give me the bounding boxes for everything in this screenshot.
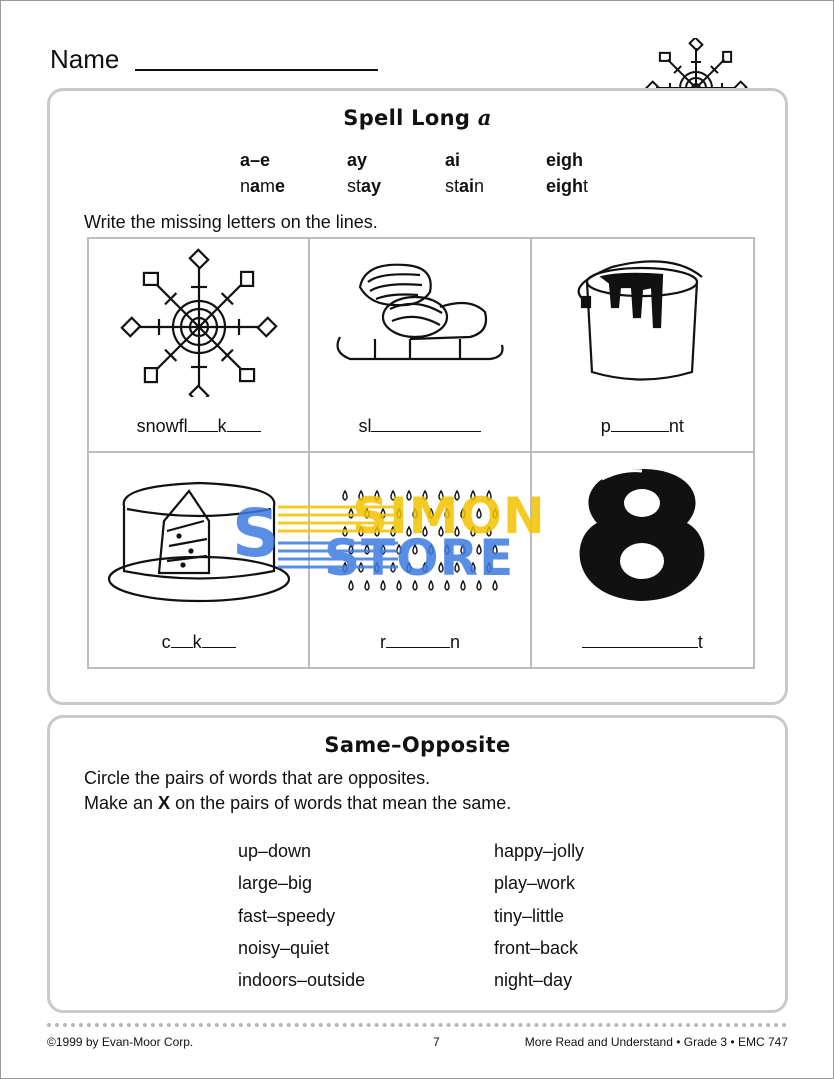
word-pair[interactable]: fast–speedy [238,905,336,926]
same-opposite-title: Same–Opposite [324,733,511,757]
same-instruction-x: X [158,793,171,813]
word-pair[interactable]: up–down [238,841,312,861]
word-pair[interactable]: happy–jolly [494,841,585,861]
spell-section-title [50,105,785,130]
word-letters: sl [358,416,372,436]
word-pair[interactable]: indoors–outside [238,970,366,991]
word-pair[interactable]: play–work [494,873,576,894]
pattern-label: a–e [240,150,271,170]
example-letters: m [260,176,276,196]
example-letters: t [583,176,589,196]
snowflake-icon [99,247,299,397]
word-pair[interactable]: large–big [238,873,313,894]
spell-title-text: Spell Long [343,106,471,130]
word-pair[interactable]: noisy–quiet [238,937,330,958]
letter-blank[interactable] [202,633,236,648]
sled-icon [320,247,520,397]
pattern-example [445,173,484,199]
same-opposite-panel [47,715,788,1013]
letter-blank[interactable] [171,633,193,648]
word-pair[interactable]: night–day [494,970,573,991]
word-pairs-right [494,835,584,996]
opposite-instruction: Circle the pairs of words that are opposites. [84,768,431,788]
pattern-label: ai [445,150,461,170]
word-letters: t [697,632,703,652]
cell-snowflake [89,239,310,453]
example-letters: n [240,176,251,196]
pattern-example [347,173,381,199]
word-letters: n [449,632,460,652]
watermark-line-1: SIMON [352,487,546,545]
spell-instruction: Write the missing letters on the lines. [84,212,378,232]
pattern-label: ay [347,150,368,170]
word-rain [310,632,529,653]
pattern-column [546,147,588,199]
letter-blank[interactable] [611,417,669,432]
footer-page-number: 7 [433,1035,440,1049]
same-instruction-start: Make an [84,793,159,813]
example-letters: n [474,176,485,196]
letter-blank[interactable] [188,417,218,432]
word-snowflake [89,416,308,437]
cell-sled [310,239,531,453]
word-letters: r [379,632,386,652]
word-paint [532,416,753,437]
word-pair[interactable]: tiny–little [494,905,565,926]
word-pair[interactable]: front–back [494,937,579,958]
word-letters: snowfl [136,416,188,436]
pattern-column [445,147,484,199]
pattern-label: eigh [546,150,584,170]
letter-blank[interactable] [386,633,450,648]
word-sled [310,416,529,437]
word-letters: c [161,632,171,652]
word-letters: nt [668,416,684,436]
example-letters: st [445,176,460,196]
word-letters: p [600,416,611,436]
footer-divider [47,1023,787,1027]
example-highlight: a [250,176,261,196]
same-instruction-end: on the pairs of words that mean the same. [170,793,512,813]
word-letters: k [217,416,227,436]
letter-blank[interactable] [227,417,261,432]
pattern-column [347,147,381,199]
footer-book-info: More Read and Understand • Grade 3 • EMC 747 [524,1035,788,1049]
example-highlight: e [275,176,286,196]
same-instruction [84,793,511,814]
letter-blank[interactable] [371,417,481,432]
word-eight [532,632,753,653]
spell-long-a-panel [47,88,788,705]
pattern-example [546,173,588,199]
name-write-line[interactable] [135,69,378,71]
watermark-mark: S [232,495,280,572]
cell-paint [532,239,753,453]
footer-copyright: ©1999 by Evan-Moor Corp. [47,1035,194,1049]
pattern-column [240,147,285,199]
example-highlight: ay [361,176,382,196]
paint-can-icon [542,247,742,397]
example-highlight: eigh [546,176,584,196]
example-highlight: ai [459,176,475,196]
pattern-example [240,173,285,199]
word-pairs-left [238,835,365,996]
word-cake [89,632,308,653]
spell-title-letter: a [477,105,492,130]
store-watermark [232,485,592,585]
watermark-line-2: STORE [324,529,515,587]
picture-word-grid [87,237,755,669]
letter-blank[interactable] [582,633,698,648]
example-letters: st [347,176,362,196]
word-letters: k [192,632,202,652]
name-label: Name [50,44,120,74]
